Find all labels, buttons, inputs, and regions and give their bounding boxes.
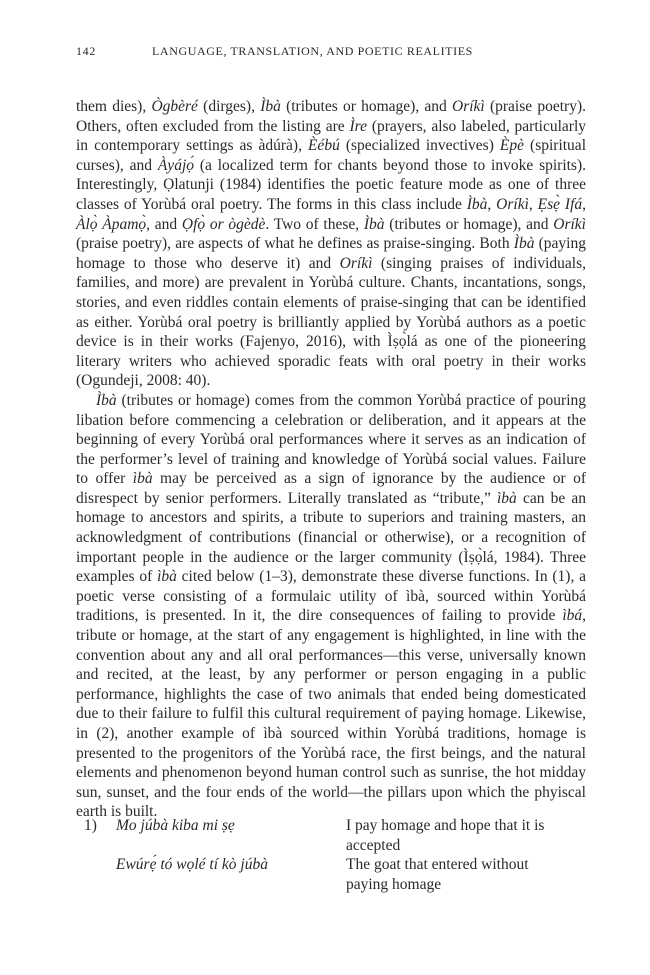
page-number: 142 (76, 44, 96, 58)
italic-term: Ìre (349, 117, 368, 135)
italic-term: ìbà (496, 489, 517, 507)
example-number: 1) (84, 817, 97, 834)
italic-term: ìbá (562, 607, 583, 625)
italic-term: Oríkì (452, 98, 485, 115)
paragraph-2: Ìbà (tributes or homage) comes from the common Yorùbá practice of pouring libation before commencing a celebration or deliberation, and it appears at the beginning of every Yorùbá oral performances where it serves as an indication of the performer’s level of training and knowledge of Yorùbá social values. Failure to offer ìbà may be perceived as a sign of ignorance by the audience or of disrespect by senior performers. Literally translated as “tribute,” ìbà can be an homage to ancestors and spirits, a tribute to superiors and training masters, an acknowledgment of contributions (financial or otherwise), or a recognition of important people in the audience or the larger community (Ìṣọ̀lá, 1984). Three examples of ìbà cited below (1–3), demonstrate these diverse functions. In (1), a poetic verse consisting of a formulaic utility of ìbà, sourced within Yorùbá traditions, is presented. In it, the dire consequences of failing to provide ìbá, tribute or homage, at the start of any engagement is highlighted, in line with the convention about any and all oral performances—this verse, universally known and recited, at the least, by any performer or person engaging in a public performance, highlights the case of two animals that ended being domesticated due to their failure to fulfil this cultural requirement of paying homage. Likewise, in (2), another example of ìbà sourced within Yorùbá traditions, homage is presented to the progenitors of the Yorùbá race, the first beings, and the natural elements and phenomenon beyond human control such as sunrise, the hot midday sun, sunset, and the four ends of the world—the pillars upon which the phyiscal earth is built. (76, 391, 587, 821)
english-translation-line: I pay homage and hope that it is accepted (346, 817, 545, 854)
running-head (76, 44, 586, 60)
italic-term: ìbà (157, 568, 177, 586)
italic-term: Ìbà (466, 195, 488, 213)
italic-term: Oríkì (339, 254, 373, 272)
english-translation-line: The goat that entered without paying homage (346, 856, 529, 893)
italic-term: Èpè (499, 137, 525, 155)
italic-term: Ọfọ̀ or ògèdè (181, 215, 266, 233)
italic-term: Oríkì (496, 195, 529, 213)
yoruba-verse-line: Ewúrẹ́ tó wọlé tí kò júbà (116, 856, 268, 874)
example-line (76, 855, 586, 894)
italic-term: Àyájọ́ (157, 156, 194, 174)
running-title: LANGUAGE, TRANSLATION, AND POETIC REALITIES (152, 44, 473, 58)
italic-term: Ìbà (96, 391, 117, 409)
italic-term: Ògbèré (151, 98, 198, 115)
italic-term: Ìbà (513, 235, 535, 253)
italic-term: Ìbà (260, 98, 281, 115)
italic-term: Àlọ̀ Àpamọ̀ (76, 215, 147, 233)
italic-term: Ẹsẹ̀ Ifá (537, 195, 583, 213)
italic-term: Oríkì (553, 215, 586, 233)
italic-term: Èébú (307, 137, 340, 155)
example-1 (76, 816, 586, 894)
italic-term: ìbà (132, 470, 153, 488)
italic-term: Ìbà (363, 215, 385, 233)
yoruba-verse-line: Mo júbà kiba mi ṣẹ (116, 817, 235, 834)
body-text (76, 97, 586, 822)
example-line (76, 816, 586, 855)
paragraph-1: them dies), Ògbèré (dirges), Ìbà (tributes or homage), and Oríkì (praise poetry). Others, often excluded from the listing are Ìre (prayers, also labeled, particularly in contemporary settings as àdúrà), Èébú (specialized invectives) Èpè (spiritual curses), and Àyájọ́ (a localized term for chants beyond those to invoke spirits). Interestingly, Ọlatunji (1984) identifies the poetic feature mode as one of three classes of Yorùbá oral poetry. The forms in this class include Ìbà, Oríkì, Ẹsẹ̀ Ifá, Àlọ̀ Àpamọ̀, and Ọfọ̀ or ògèdè. Two of these, Ìbà (tributes or homage), and Oríkì (praise poetry), are aspects of what he defines as praise-singing. Both Ìbà (paying homage to those who deserve it) and Oríkì (singing praises of individuals, families, and more) are prevalent in Yorùbá culture. Chants, incantations, songs, stories, and even riddles contain elements of praise-singing that can be identified as either. Yorùbá oral poetry is brilliantly applied by Yorùbá authors as a poetic device is in their works (Fajenyo, 2016), with Ìṣọ̀lá as one of the pioneering literary writers who achieved sporadic feats with oral poetry in their works (Ogundeji, 2008: 40). (76, 98, 587, 390)
